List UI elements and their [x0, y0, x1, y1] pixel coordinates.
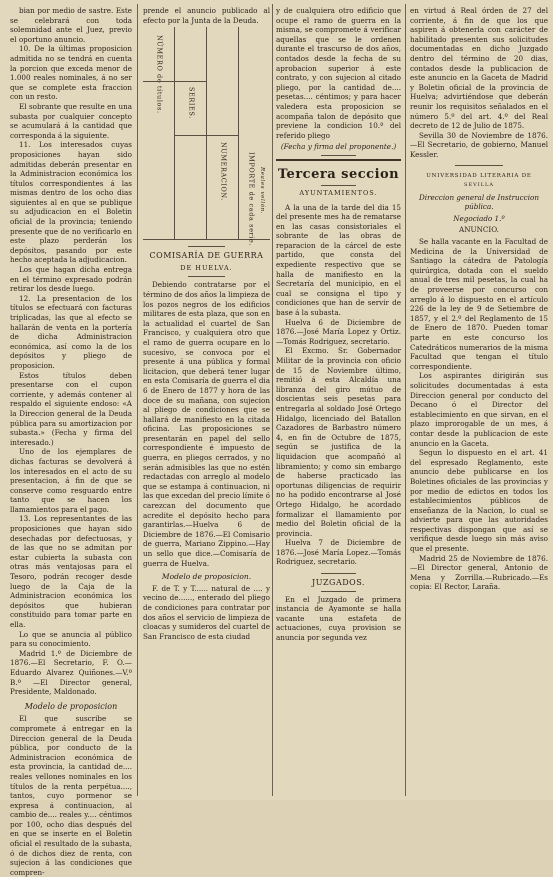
divider: [276, 159, 401, 161]
paragraph: En el Juzgado de primera instancia de Ayamonte se halla vacante una estafeta de actuaciones, cuya provision se anuncia por segunda vez: [276, 594, 401, 643]
subheading: Direccion general de Instruccion pública.: [419, 192, 539, 212]
paragraph: Sevilla 30 de Noviembre de 1876.—El Secretario, de gobierno, Manuel Kessler.: [410, 130, 548, 159]
section-heading: JUZGADOS.: [312, 578, 365, 588]
section-subheading: AYUNTAMIENTOS.: [299, 188, 378, 197]
column-divider: [405, 4, 406, 796]
section-subheading: DE HUELVA.: [180, 263, 233, 272]
notice-heading: ANUNCIO.: [459, 225, 499, 235]
column-4: [410, 6, 548, 796]
table-column-numbering: [207, 27, 239, 239]
section-subheading: SEVILLA: [464, 182, 494, 189]
divider: [321, 573, 356, 574]
divider: [188, 276, 225, 277]
paragraph: y de cualquiera otro edificio que ocupe el ramo de guerra en la misma, se compromete á verificar aquellas que se le ordenen durante el trascurso de dos años, contados desde la fecha de su aprobacion superior á este contrato, y con sujecion al citado pliego, por la cantidad de.... pesetas.... céntimos; y para hacer valedera esta proposicion se acompaña talon de depósito que previene la condicion 10.ª del referido pliego: [276, 6, 401, 140]
signature-line: (Fecha y firma del proponente.): [280, 142, 397, 152]
divider: [321, 185, 356, 186]
paragraph: Estos títulos deben presentarse con el cupon corriente, y además contener al respaldo el siguiente endoso: «A la Direccion general de la Deuda pública para su amortizacion por subasta.» (Fecha y firma del interesado.): [10, 370, 132, 447]
paragraph: Huelva 6 de Diciembre de 1876.—José María Lopez y Ortiz.—Tomás Rodriguez, secretario.: [276, 317, 401, 346]
column-3: [276, 6, 401, 796]
paragraph: Lo que se anuncia al público para su conocimiento.: [10, 629, 132, 649]
paragraph: A la una de la tarde del dia 15 del presente mes ha de rematarse en las casas consistoriales el sobrante de las obras de reparacion de la cárcel de este partido, que consta del expediente respectivo que se halla de manifiesto en la Secretaría del municipio, en el cual se consigna el tipo y condiciones que han de servir de base á la subasta.: [276, 202, 401, 318]
table-column-series: [175, 27, 207, 239]
paragraph: prende el anuncio publicado al efecto por la Junta de la Deuda.: [143, 6, 270, 25]
paragraph: 11. Los interesados cuyas proposiciones hayan sido admitidas deberán presentar en la Administracion económica los títulos correspondientes á las mismas dentro de los ocho dias siguientes al en que se publique su adjudicacion en el Boletin oficial de la provincia; teniendo presente que de no verificarlo en este plazo perderán los depósitos, pasando por este hecho aceptada la adjudicacion.: [10, 140, 132, 265]
table-header: SERIES.: [187, 87, 196, 120]
subheading: Negociado 1.º: [453, 213, 505, 223]
paragraph: 13. Los representantes de las proposiciones que hayan sido desechadas por defectuosas, y de las que no se admitan por estar cubierta la subasta con otras más ventajosas para el Tesoro, podrán recoger desde luego de la Caja de la Administracion económica los depósitos que hubieran constituido para tomar parte en ella.: [10, 514, 132, 629]
table-header: IMPORTE de cada serie.: [247, 152, 256, 247]
paragraph: bian por medio de sastre. Este se celebrará con toda solemnidad ante el Juez, previo el oportuno anuncio.: [10, 6, 132, 44]
section-heading: COMISARÍA DE GUERRA: [149, 251, 264, 261]
paragraph: F. de T. y T...... natural de .... y vecino de......, enterado del pliego de condiciones para contratar por dos años el servicio de limpieza de cloacas y sumideros del cuartel de San Francisco de esta ciudad: [143, 583, 270, 641]
paragraph: El que suscribe se compromete á entregar en la Direccion general de la Deuda pública, por conducto de la Administracion económica de esta provincia, la cantidad de.... reales vellones nominales en los títulos de la renta perpétua...., tantos, cuyo pormenor se expresa á continuacion, al cambio de.... reales y.... céntimos por 100, ocho dias después del en que se inserte en el Boletin oficial el resultado de la subasta, ó de dichos diez de renta, con sujecion á las condiciones que compren-: [10, 714, 132, 877]
divider: [188, 246, 225, 247]
paragraph: Madrid 1.º de Diciembre de 1876.—El Secretario, F. O.—Eduardo Alvarez Quiñones.—V.º B.º —El Director general, Presidente, Maldonado.: [10, 648, 132, 697]
table-column-amount: [239, 27, 270, 247]
paragraph: Madrid 25 de Noviembre de 1876.—El Director general, Antonio de Mena y Zorrilla.—Rubricado.—Es copia: El Rector, Laraña.: [410, 553, 548, 592]
paragraph: Segun lo dispuesto en el art. 41 del espresado Reglamento, este anuncio debe publicarse en los Boletines oficiales de las provincias y por medio de edictos en todos los establecimientos públicos de enseñanza de la Nacion, lo cual se advierte para que las autoridades respectivas dispongan que así se verifique desde luego sin más aviso que el presente.: [410, 448, 548, 554]
paragraph: Se halla vacante en la Facultad de Medicina de la Universidad de Santiago la cátedra de Patología quirúrgica, dotada con el sueldo anual de tres mil pesetas, la cual ha de proveerse por concurso con arreglo á lo dispuesto en el artículo 226 de la ley de 9 de Setiembre de 1857, y el 2.º del Reglamento de 15 de Enero de 1870. Pueden tomar parte en este concurso los Catedráticos numerarios de la misma Facultad que tengan el título correspondiente.: [410, 237, 548, 371]
section-heading: Modelo de proposicion.: [161, 572, 252, 582]
paragraph: 10. De la últimas proposicion admitida no se tendrá en cuenta la porcion que exceda menor de 1.000 reales nominales, á no ser que se complete esta fraccion con un resto.: [10, 44, 132, 102]
securities-table: [143, 27, 270, 247]
column-2: [143, 6, 270, 796]
column-divider: [272, 4, 273, 796]
section-heading: UNIVERSIDAD LITERARIA DE: [426, 172, 532, 179]
paragraph: El sobrante que resulte en una subasta por cualquier concepto se acumulará á la cantidad que corresponda á la siguiente.: [10, 101, 132, 140]
paragraph: Uno de los ejemplares de dichas facturas se devolverá á los interesados en el acto de su presentacion, á fin de que se conserve como resguardo entre tanto que se hacen los llamamientos para el pago.: [10, 447, 132, 514]
column-1: [10, 6, 132, 877]
section-heading: Modelo de proposicion: [24, 701, 118, 711]
paragraph: Huelva 7 de Diciembre de 1876.—José María Lopez.—Tomás Rodriguez, secretario.: [276, 538, 401, 567]
paragraph: Los aspirantes dirigirán sus solicitudes documentadas á esta Direccion general por conducto del Decano ó el Director del establecimiento en que sirvan, en el plazo improrogable de un mes, á contar desde la publicacion de este anuncio en la Gaceta.: [410, 371, 548, 448]
column-divider: [137, 4, 138, 796]
paragraph: en virtud á Real órden de 27 del corriente, á fin de que los que aspiren á obtenerla con carácter de habilitado presenten sus solicitudes documentadas en dicho Juzgado dentro del término de 20 dias, contados desde la publicacion de este anuncio en la Gaceta de Madrid y Boletin oficial de la provincia de Huelva; advirtiéndose que deberán reunir los requisitos señalados en el número 5.º del art. 4.º del Real decreto de 12 de Julio de 1875.: [410, 6, 548, 131]
table-header: NUMERACION.: [219, 142, 228, 202]
table-subheader: Reales vellón.: [259, 167, 266, 215]
paragraph: Debiendo contratarse por el término de dos años la limpieza de los pozos negros de los edificios militares de esta plaza, que son en la actualidad el cuartel de San Francisco, y cualquiera otro que el ramo de guerra ocupare en lo sucesivo, se convoca por el presente á una pública y formal licitacion, que deberá tener lugar en esta Comisaría de guerra el dia 6 de Enero de 1877 y hora de las doce de su mañana, con sujecion al pliego de condiciones que se hallará de manifiesto en la citada oficina. Las proposiciones se presentarán en papel del sello correspondiente é impuesto de guerra, en pliegos cerrados, y no serán admisibles las que no estén redactadas con arreglo al modelo que se estampa á continuacion, ni las que excedan del precio límite ó carezcan del documento que acredite el depósito hecho para garantirlas.—Huelva 6 de Diciembre de 1876.—El Comisario de guerra, Mariano Zippino.—Hay un sello que dice.—Comisaría de guerra de Huelva.: [143, 280, 270, 568]
paragraph: 12. La presentacion de los títulos se efectuará con facturas triplicadas, las que al efecto se hallarán de venta en la portería de dicha Administracion económica, así como la de los depósitos y pliego de proposicion.: [10, 293, 132, 370]
paragraph: Los que hagan dicha entrega en el término expresado podrán retirar los desde luego.: [10, 265, 132, 294]
divider: [455, 165, 503, 166]
paragraph: El Excmo. Sr. Gobernador Militar de la provincia con oficio de 15 de Noviembre último, remitió á esta Alcaldía una libranza del giro mútuo de doscientas seis pesetas para entregarla al soldado José Ortego Hidalgo, licenciado del Batallon Cazadores de Barbastro número 4, en fin de Octubre de 1875, según se justifica de la liquidacion que acompañó al libramiento; y como sin embargo de haberse practicado las oportunas diligencias de requirir no ha podido encontrarse al José Ortego Hidalgo, he acordado formalizar el llamamiento por medio del Boletin oficial de la provincia.: [276, 346, 401, 538]
divider: [321, 155, 356, 156]
section-title: Tercera seccion: [277, 166, 400, 182]
divider: [321, 591, 356, 592]
table-header: NÚMERO de títulos.: [155, 35, 164, 114]
table-column-number: [143, 27, 175, 239]
